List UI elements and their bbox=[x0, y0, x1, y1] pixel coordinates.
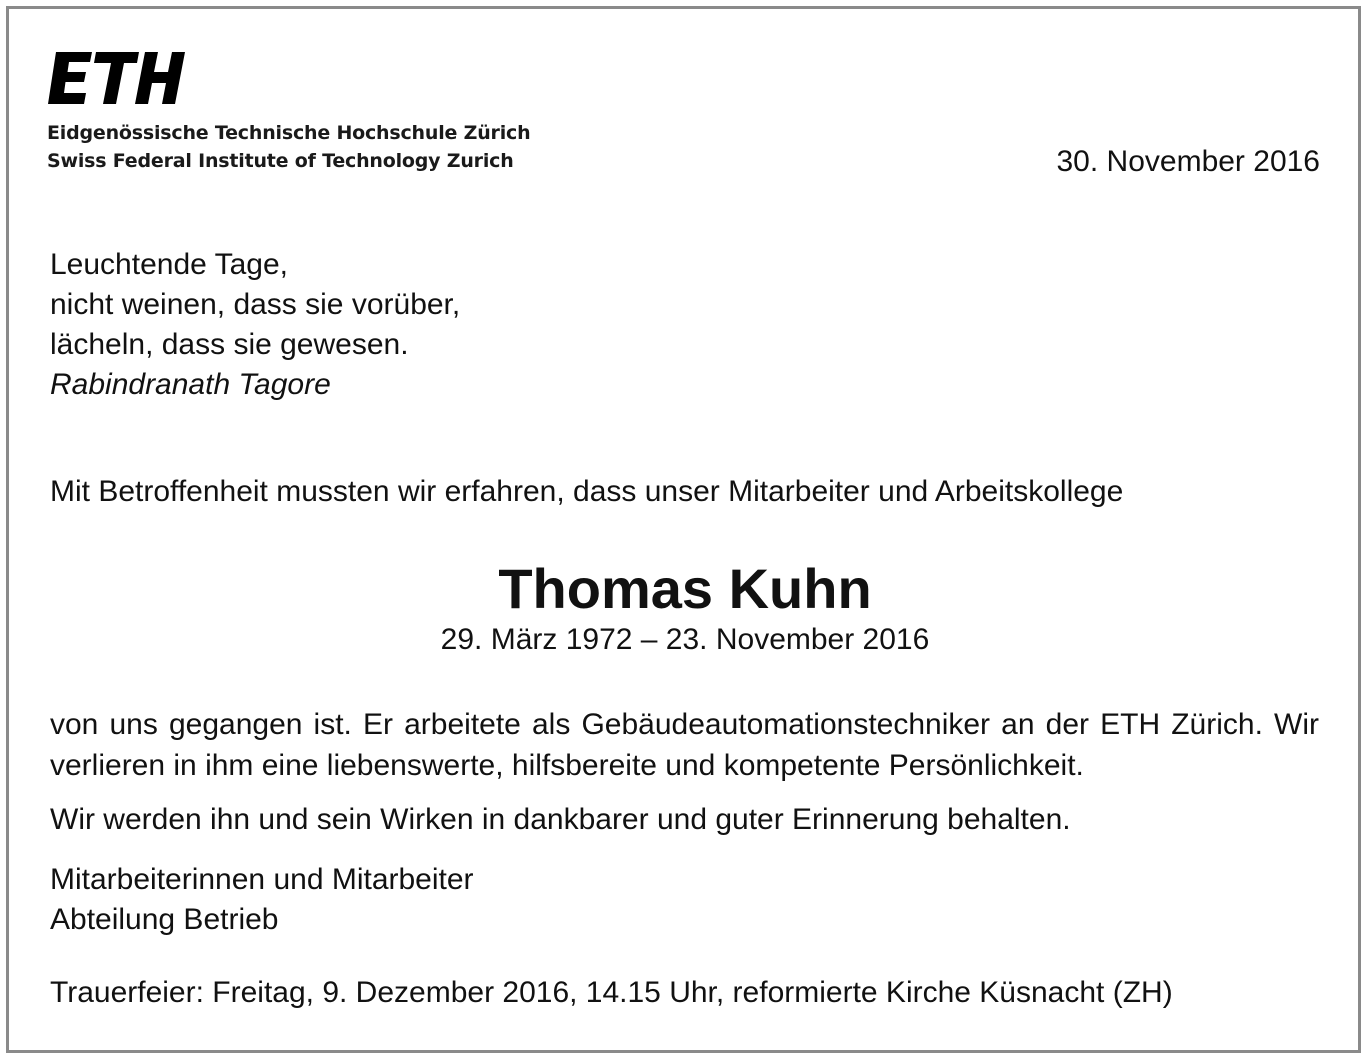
funeral-service-info: Trauerfeier: Freitag, 9. Dezember 2016, 14.15 Uhr, reformierte Kirche Küsnacht (ZH) bbox=[50, 976, 1173, 1009]
eth-logo bbox=[46, 52, 186, 106]
closing-text: Wir werden ihn und sein Wirken in dankbarer und guter Erinnerung behalten. bbox=[50, 803, 1071, 836]
signature-line: Mitarbeiterinnen und Mitarbeiter bbox=[50, 863, 474, 896]
lifespan-dates: 29. März 1972 – 23. November 2016 bbox=[440, 623, 930, 656]
institution-name-german: Eidgenössische Technische Hochschule Zürich bbox=[47, 122, 531, 144]
signature bbox=[50, 860, 474, 940]
deceased-name: Thomas Kuhn bbox=[498, 557, 872, 620]
poem bbox=[50, 245, 460, 405]
poem-line: Leuchtende Tage, bbox=[50, 248, 288, 281]
body-paragraph: von uns gegangen ist. Er arbeitete als Gebäudeautomationstechniker an der ETH Zürich. Wir verlieren in ihm eine liebenswerte, hilfsbereite und kompetente Persönlichkeit. bbox=[50, 708, 1319, 782]
poem-line: lächeln, dass sie gewesen. bbox=[50, 328, 409, 361]
institution-name-english: Swiss Federal Institute of Technology Zurich bbox=[47, 150, 514, 172]
signature-line: Abteilung Betrieb bbox=[50, 903, 279, 936]
publication-date: 30. November 2016 bbox=[1056, 145, 1320, 178]
intro-text: Mit Betroffenheit mussten wir erfahren, dass unser Mitarbeiter und Arbeitskollege bbox=[50, 475, 1124, 508]
poem-author: Rabindranath Tagore bbox=[50, 368, 331, 401]
poem-line: nicht weinen, dass sie vorüber, bbox=[50, 288, 461, 321]
